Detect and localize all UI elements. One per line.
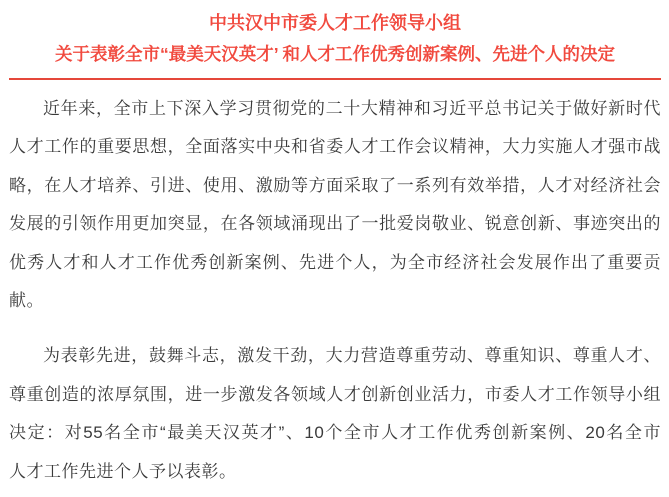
paragraph-line: 尊重创造的浓厚氛围，进一步激发各领域人才创新创业活力，市委人才工作领导小组	[9, 384, 661, 404]
document-title-subject: 关于表彰全市“最美天汉英才’ 和人才工作优秀创新案例、先进个人的决定	[54, 44, 615, 64]
paragraph-decision	[9, 337, 661, 491]
paragraph-line: 优秀人才和人才工作优秀创新案例、先进个人，为全市经济社会发展作出了重要贡	[9, 252, 661, 272]
paragraph-line: 发展的引领作用更加突显，在各领域涌现出了一批爱岗敬业、锐意创新、事迹突出的	[9, 214, 661, 234]
title-divider-rule	[9, 78, 661, 80]
paragraph-line: 人才工作先进个人予以表彰。	[9, 461, 237, 481]
paragraph-line: 近年来，全市上下深入学习贯彻党的二十大精神和习近平总书记关于做好新时代	[43, 99, 661, 118]
paragraph-achievements	[9, 90, 661, 320]
paragraph-line: 决定：对55名全市“最美天汉英才”、10个全市人才工作优秀创新案例、20名全市	[9, 423, 661, 443]
paragraph-line: 献。	[9, 291, 44, 311]
paragraph-line: 略，在人才培养、引进、使用、激励等方面采取了一系列有效举措，人才对经济社会	[9, 175, 661, 195]
document-title-organization: 中共汉中市委人才工作领导小组	[209, 13, 461, 33]
paragraph-line: 为表彰先进，鼓舞斗志，激发干劲，大力营造尊重劳动、尊重知识、尊重人才、	[43, 346, 661, 366]
paragraph-line: 人才工作的重要思想，全面落实中央和省委人才工作会议精神，大力实施人才强市战	[9, 137, 661, 157]
